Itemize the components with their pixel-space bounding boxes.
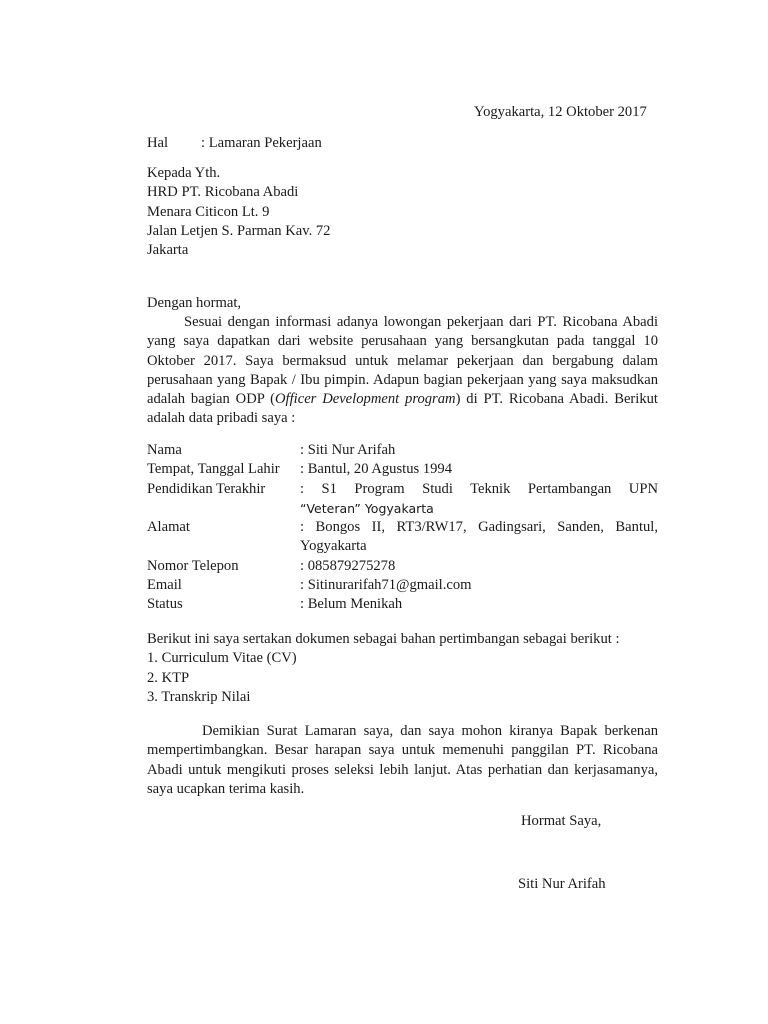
name-value: : Siti Nur Arifah	[300, 442, 396, 458]
data-row-phone	[147, 557, 658, 576]
attachment-item: 2. KTP	[147, 669, 190, 686]
intro-paragraph	[147, 313, 658, 429]
recipient-line: Jalan Letjen S. Parman Kav. 72	[147, 222, 331, 239]
phone-value: : 085879275278	[300, 557, 396, 574]
closing-paragraph: Demikian Surat Lamaran saya, dan saya mohon kiranya Bapak berkenan mempertimbangkan. Besar harapan saya untuk memenuhi panggilan PT. Ricobana Abadi untuk mengikuti proses seleksi lebih lanjut. Atas perhatian dan kerjasamanya, saya ucapkan terima kasih.	[147, 723, 658, 797]
subject-label: Hal	[147, 135, 169, 151]
education-value-line-1: : S1 Program Studi Teknik Pertambangan UPN	[300, 480, 658, 497]
recipient-line: Kepada Yth.	[147, 165, 221, 181]
education-label: Pendidikan Terakhir	[147, 480, 266, 497]
status-label: Status	[147, 596, 183, 613]
data-row-education	[147, 480, 658, 519]
signature-name: Siti Nur Arifah	[518, 876, 606, 892]
data-row-address	[147, 518, 658, 557]
email-label: Email	[147, 577, 182, 594]
address-label: Alamat	[147, 519, 190, 536]
data-row-status	[147, 595, 658, 614]
recipient-line: Menara Citicon Lt. 9	[147, 203, 270, 220]
greeting: Dengan hormat,	[147, 295, 242, 311]
attachment-item: 3. Transkrip Nilai	[147, 688, 251, 705]
attachment-item: 1. Curriculum Vitae (CV)	[147, 650, 297, 667]
attachments-intro: Berikut ini saya sertakan dokumen sebagai bahan pertimbangan sebagai berikut :	[147, 631, 620, 647]
education-value	[300, 480, 658, 519]
name-label: Nama	[147, 442, 182, 458]
recipient-block	[147, 164, 330, 260]
recipient-line: HRD PT. Ricobana Abadi	[147, 184, 299, 201]
intro-text-start: Sesuai dengan informasi adanya lowongan pekerjaan dari PT. Ricobana Abadi yang saya dapatkan dari website perusahaan yang bersangkutan pada tanggal 10 Oktober 2017. Saya bermaksud untuk melamar pekerjaan dan bergabung dalam perusahaan yang Bapak / Ibu pimpin. Adapun bagian pekerjaan yang saya maksudkan adalah bagian ODP (	[147, 314, 658, 408]
recipient-line: Jakarta	[147, 242, 189, 259]
birth-label: Tempat, Tanggal Lahir	[147, 461, 280, 478]
closing-salutation: Hormat Saya,	[521, 813, 602, 829]
address-value: : Bongos II, RT3/RW17, Gadingsari, Sanden, Bantul, Yogyakarta	[300, 519, 658, 555]
data-row-email	[147, 576, 658, 595]
data-row-name	[147, 441, 658, 460]
attachments-block	[147, 630, 658, 707]
email-value: : Sitinurarifah71@gmail.com	[300, 577, 472, 594]
phone-label: Nomor Telepon	[147, 557, 239, 574]
data-row-birth	[147, 460, 658, 479]
subject-value: : Lamaran Pekerjaan	[201, 135, 322, 151]
intro-text-end: ) di PT. Ricobana Abadi. Berikut adalah data pribadi saya :	[147, 391, 658, 427]
intro-italic-program: Officer Development program	[275, 391, 456, 408]
education-value-line-2: “Veteran” Yogyakarta	[300, 500, 434, 516]
place-date: Yogyakarta, 12 Oktober 2017	[474, 104, 647, 120]
birth-value: : Bantul, 20 Agustus 1994	[300, 461, 453, 478]
status-value: : Belum Menikah	[300, 596, 403, 613]
personal-data-table	[147, 441, 658, 615]
